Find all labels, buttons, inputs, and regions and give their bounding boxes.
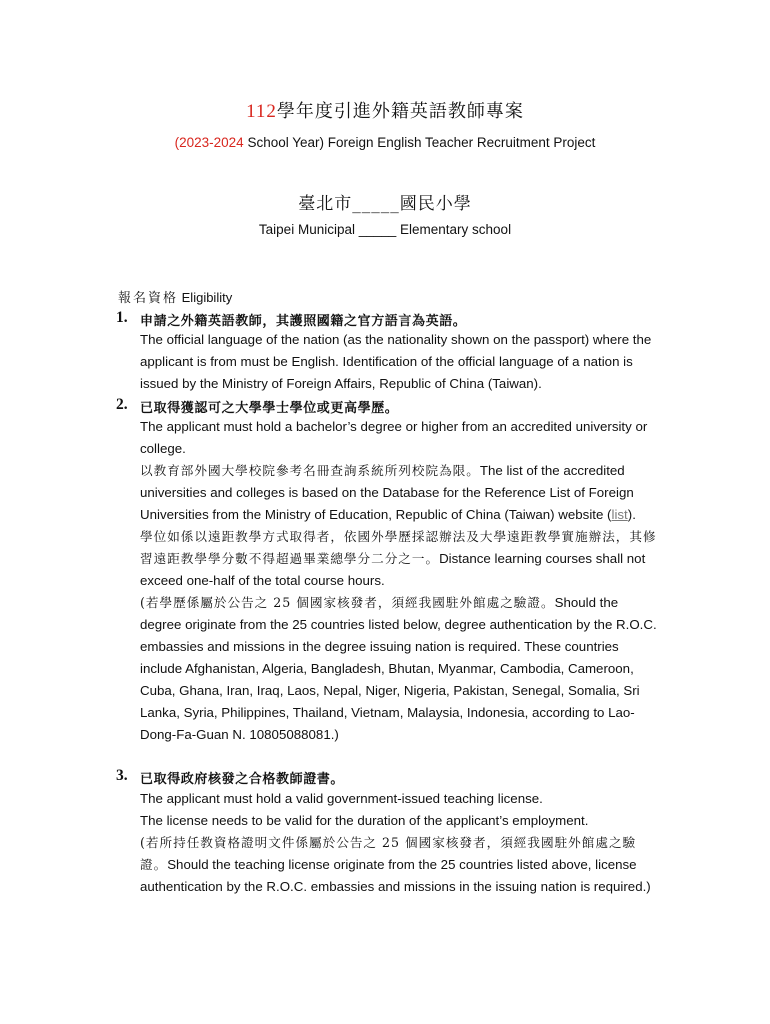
item-2-distance-english: Distance learning courses shall not exceed one-half of the total course hours. [140, 551, 646, 588]
section-heading-eligibility [118, 287, 232, 306]
item-2-degree-requirement: The applicant must hold a bachelor’s degree or higher from an accredited university or college. [140, 419, 648, 456]
item-2-authentication-chinese: (若學歷係屬於公告之 25 個國家核發者，須經我國駐外館處之驗證。 [140, 595, 555, 610]
item-2-body [140, 416, 660, 746]
section-label-english: Eligibility [181, 290, 233, 305]
school-name-english: Taipei Municipal _____ Elementary school [258, 222, 512, 237]
item-1-heading: 申請之外籍英語教師，其護照國籍之官方語言為英語。 [140, 314, 467, 329]
item-2-accredited-list [140, 460, 660, 526]
item-2-authentication [140, 592, 660, 746]
title-text-english: School Year) Foreign English Teacher Recruitment Project [243, 135, 596, 150]
item-3-authentication-chinese: (若所持任教資格證明文件係屬於公告之 25 個國家核發者，須經我國駐外館處之驗證。 [140, 835, 637, 872]
item-2-list-note-english: The list of the accredited universities and colleges is based on the Database for the Reference List of Foreign Universities from the Ministry of Education, Republic of China (Taiwan) website ( [140, 463, 634, 522]
item-2-list-note-end: ). [627, 507, 636, 522]
item-3-license-requirement: The applicant must hold a valid government-issued teaching license. [140, 791, 543, 806]
title-text-chinese: 學年度引進外籍英語教師專案 [276, 101, 524, 122]
item-3-authentication-english: Should the teaching license originate from the 25 countries listed above, license authentication by the R.O.C. embassies and missions in the issuing nation is required.) [140, 857, 651, 894]
item-1-number: 1. [116, 309, 128, 326]
item-2-distance-chinese: 學位如係以遠距教學方式取得者，依國外學歷採認辦法及大學遠距教學實施辦法，其修習遠距教學學分數不得超過畢業總學分二分之一。 [140, 529, 657, 566]
list-link[interactable]: list [611, 507, 628, 522]
item-3-number: 3. [116, 767, 128, 784]
page-title-english [0, 135, 770, 150]
item-3-license-validity: The license needs to be valid for the duration of the applicant’s employment. [140, 813, 589, 828]
item-1-body: The official language of the nation (as the nationality shown on the passport) where the applicant is from must be English. Identification of the official language of a nation is issued by the Ministry of Foreign Affairs, Republic of China (Taiwan). [140, 332, 652, 391]
title-year-number: 112 [246, 101, 277, 122]
school-name-chinese: 臺北市_____國民小學 [298, 194, 472, 214]
title-years-range: (2023-2024 [174, 135, 244, 150]
page-title-chinese [0, 97, 770, 123]
item-3-authentication [140, 832, 660, 898]
item-3-heading: 已取得政府核發之合格教師證書。 [140, 772, 345, 787]
item-2-list-note-chinese: 以教育部外國大學校院參考名冊查詢系統所列校院為限。 [140, 463, 480, 478]
item-2-heading: 已取得獲認可之大學學士學位或更高學歷。 [140, 401, 399, 416]
item-2-number: 2. [116, 396, 128, 413]
item-2-distance-learning [140, 526, 660, 592]
section-label-chinese: 報名資格 [118, 291, 179, 306]
item-2-authentication-english: Should the degree originate from the 25 countries listed below, degree authentication by the R.O.C. embassies and missions in the degree issuing nation is required. These countries include Afghanistan, Algeria, Bangladesh, Bhutan, Myanmar, Cambodia, Cameroon, Cuba, Ghana, Iran, Iraq, Laos, Nepal, Niger, Nigeria, Pakistan, Senegal, Somalia, Sri Lanka, Syria, Philippines, Thailand, Vietnam, Malaysia, Indonesia, according to Lao-Dong-Fa-Guan N. 10805088081.) [140, 595, 657, 742]
item-3-body [140, 788, 660, 898]
